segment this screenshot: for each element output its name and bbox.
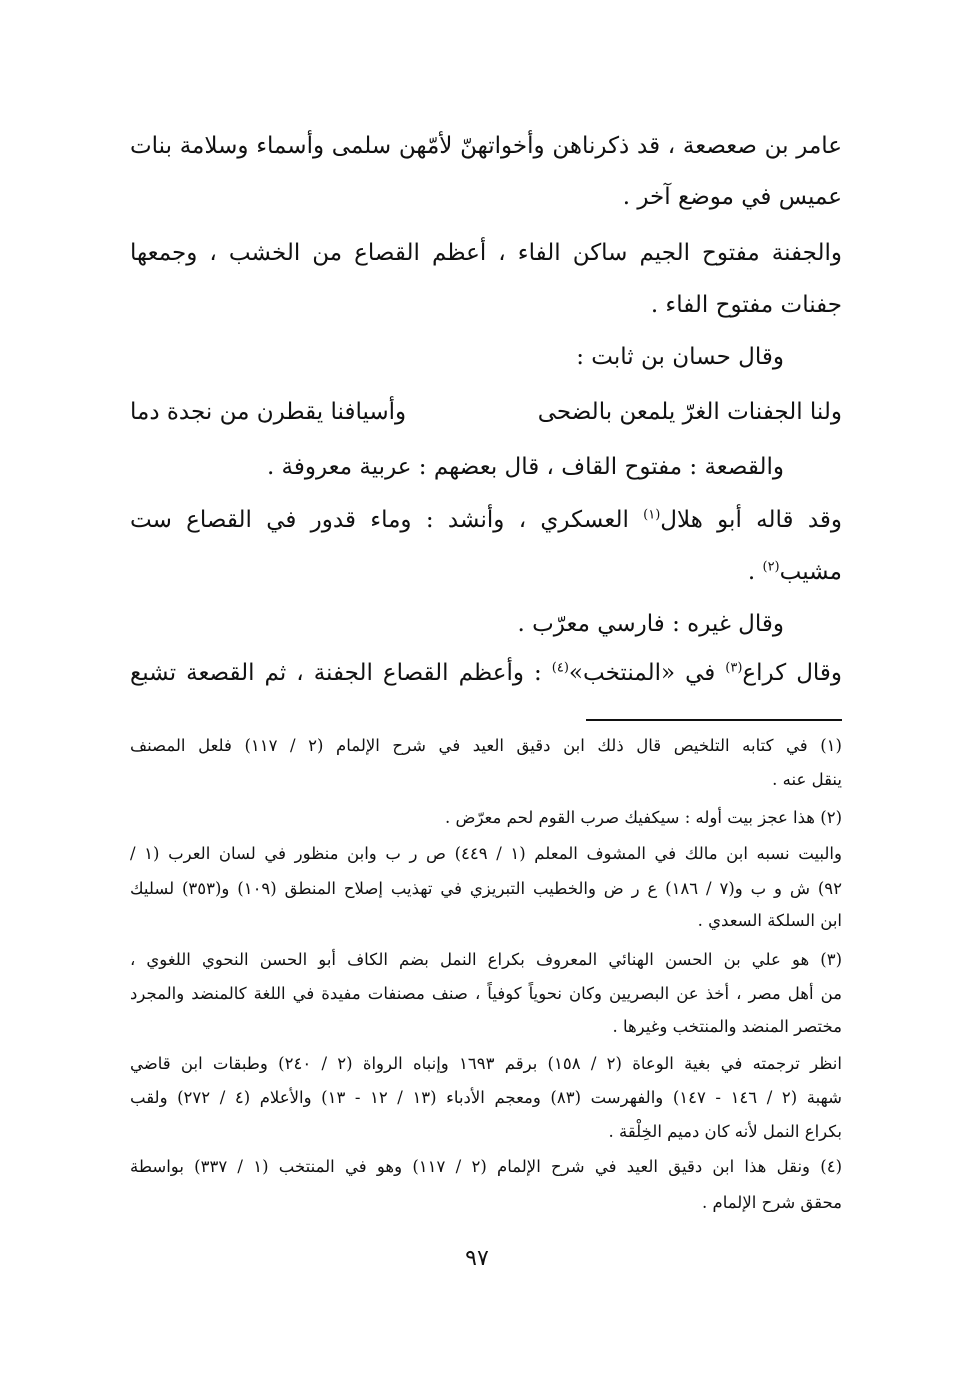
verse-first-hemistich: ولنا الجفنات الغرّ يلمعن بالضحى (537, 399, 842, 425)
body-line-7: والقصعة : مفتوح القاف ، قال بعضهم : عربية معروفة . (266, 454, 784, 480)
footnote-line-14: محقق شرح الإلمام . (702, 1193, 842, 1212)
footnote-line-11: شهبة (٢ / ١٤٦ - ١٤٧) والفهرست (٨٣) ومعجم الأدباء (١٣ / ١٢ - ١٣) والأعلام (٤ / ٢٧٢) ولقب (130, 1088, 842, 1107)
page-number: ٩٧ (465, 1246, 489, 1271)
body-line-1: عامر بن صعصعة ، قد ذكرناهن وأخواتهنّ لأمّهن سلمى وأسماء وسلامة بنات (130, 133, 842, 159)
line-9-text: مشيب (779, 559, 842, 585)
line-11-text-c: : وأعظم القصاع الجفنة ، ثم القصعة تشبع (130, 660, 552, 686)
line-8-text-a: وقد قاله أبو هلال (660, 507, 842, 533)
footnote-line-1: (١) في كتابه التلخيص قال ذلك ابن دقيق العيد في شرح الإلمام (٢ / ١١٧) فلعل المصنف (130, 736, 842, 755)
footnote-line-13: (٤) ونقل هذا ابن دقيق العيد في شرح الإلمام (٢ / ١١٧) وهو في المنتخب (١ / ٣٣٧) بواسطة (130, 1157, 842, 1176)
footnote-line-10: انظر ترجمته في بغية الوعاة (٢ / ١٥٨) برقم ١٦٩٣ وإنباه الرواة (٢ / ٢٤٠) وطبقات ابن قاضي (130, 1054, 842, 1073)
footnote-line-4: والبيت نسبه ابن مالك في المشوف المعلم (١ / ٤٤٩) ص ر ب وابن منظور في لسان العرب (١ / (130, 844, 842, 863)
line-11-text-b: في «المنتخب» (568, 660, 726, 686)
footnote-line-7: (٣) هو علي بن الحسن الهنائي المعروف بكراع النمل بضم الكاف أبو الحسن النحوي اللغوي ، (130, 950, 842, 969)
line-11-text-a: وقال كراع (742, 660, 843, 686)
body-line-10: وقال غيره : فارسي معرّب . (517, 611, 784, 637)
body-line-3: والجفنة مفتوح الجيم ساكن الفاء ، أعظم القصاع من الخشب ، وجمعها (130, 240, 842, 266)
footnote-ref-1: (١) (643, 507, 661, 523)
footnote-line-6: ابن السلكة السعدي . (697, 911, 842, 930)
body-line-8 (130, 500, 842, 540)
body-line-2: عميس في موضع آخر . (622, 184, 842, 210)
poetry-verse (130, 392, 842, 432)
footnote-line-2: ينقل عنه . (772, 770, 842, 789)
footnote-ref-3: (٣) (725, 660, 743, 676)
body-line-4: جفنات مفتوح الفاء . (650, 292, 842, 318)
footnote-line-9: مختصر المنضد والمنتخب وغيرها . (612, 1017, 842, 1036)
footnote-line-3: (٢) هذا عجز بيت أوله : سيكفيك صرب القوم لحم معرّض . (445, 808, 842, 827)
body-line-5: وقال حسان بن ثابت : (576, 344, 784, 370)
line-8-text-b: العسكري ، وأنشد : وماء قدور في القصاع ست (130, 507, 644, 533)
verse-second-hemistich: وأسيافنا يقطرن من نجدة دما (130, 399, 407, 425)
footnote-ref-4: (٤) (551, 660, 569, 676)
body-line-11 (130, 653, 842, 693)
footnote-line-8: من أهل مصر ، أخذ عن البصريين وكان نحوياً كوفياً ، صنف مصنفات مفيدة في اللغة كالمنضد والمجرد (130, 984, 842, 1003)
footnote-line-5: ٩٢) ش و ب و(٧ / ١٨٦) ع ر ض والخطيب التبريزي في تهذيب إصلاح المنطق (١٠٩) و(٣٥٣) لسليك (130, 879, 842, 898)
body-line-9 (130, 552, 842, 592)
line-9-end: . (747, 559, 763, 585)
footnote-line-12: بكراع النمل لأنه كان دميم الخِلْقة . (608, 1122, 842, 1141)
footnote-ref-2: (٢) (762, 559, 780, 575)
footnote-separator (586, 719, 842, 721)
